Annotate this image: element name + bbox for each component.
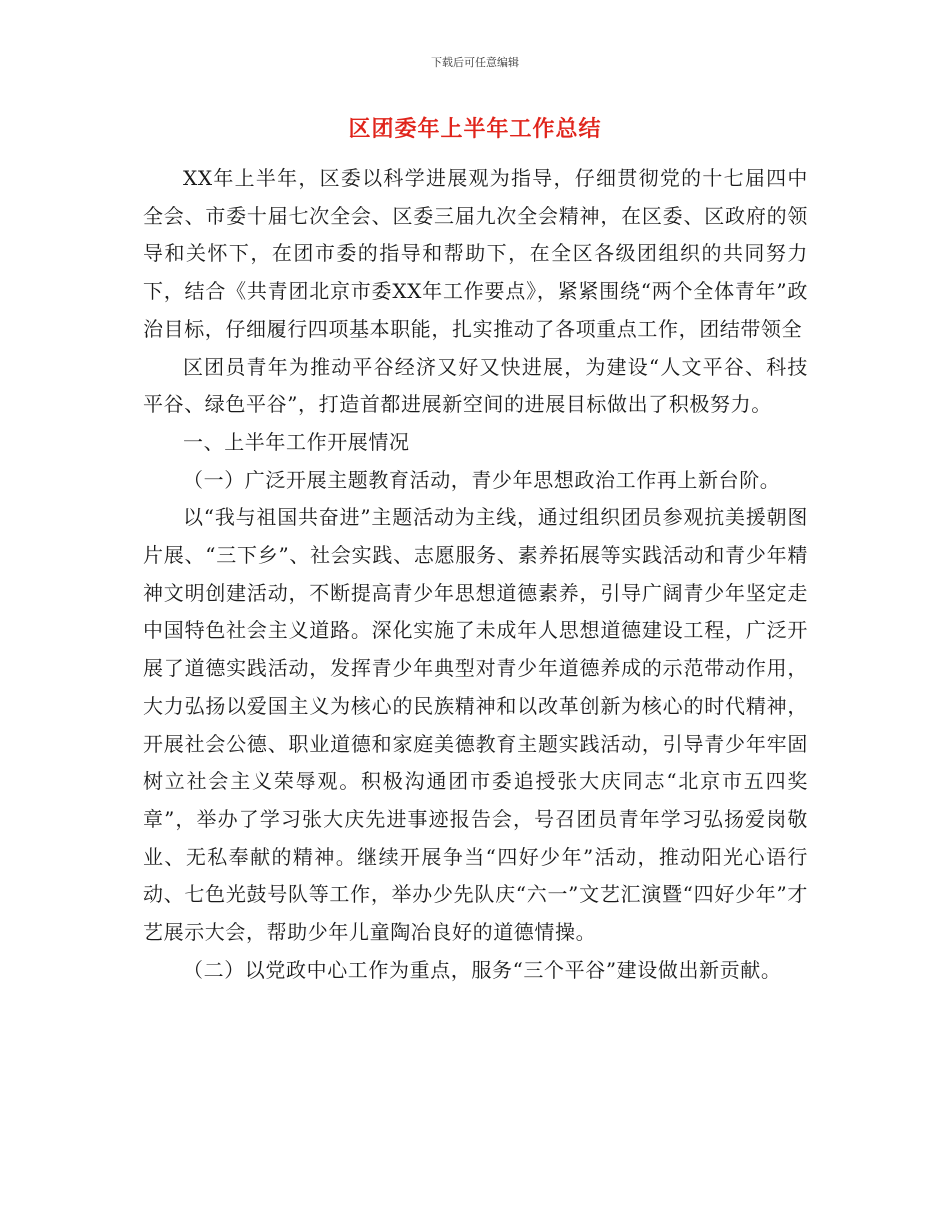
page-header-note: 下载后可任意编辑 bbox=[431, 56, 519, 69]
subsection-heading-1: （一）广泛开展主题教育活动，青少年思想政治工作再上新台阶。 bbox=[183, 467, 781, 492]
subsection-heading-2: （二）以党政中心工作为重点，服务“三个平谷”建设做出新贡献。 bbox=[183, 957, 782, 982]
paragraph-theme-education: 以“我与祖国共奋进”主题活动为主线，通过组织团员参观抗美援朝图片展、“三下乡”、社会实践、志愿服务、素养拓展等实践活动和青少年精神文明创建活动，不断提高青少年思想道德素养，引导广阔青少年坚定走中国特色社会主义道路。深化实施了未成年人思想道德建设工程，广泛开展了道德实践活动，发挥青少年典型对青少年道德养成的示范带动作用，大力弘扬以爱国主义为核心的民族精神和以改革创新为核心的时代精神，开展社会公德、职业道德和家庭美德教育主题实践活动，引导青少年牢固树立社会主义荣辱观。积极沟通团市委追授张大庆同志“北京市五四奖章”，举办了学习张大庆先进事迹报告会，号召团员青年学习弘扬爱岗敬业、无私奉献的精神。继续开展争当“四好少年”活动，推动阳光心语行动、七色光鼓号队等工作，举办少先队庆“六一”文艺汇演暨“四好少年”才艺展示大会，帮助少年儿童陶冶良好的道德情操。 bbox=[143, 505, 808, 945]
document-body bbox=[143, 160, 808, 989]
paragraph-goal: 区团员青年为推动平谷经济又好又快进展，为建设“人文平谷、科技平谷、绿色平谷”，打造首都进展新空间的进展目标做出了积极努力。 bbox=[143, 354, 808, 417]
section-heading-1: 一、上半年工作开展情况 bbox=[183, 429, 410, 454]
document-title: 区团委年上半年工作总结 bbox=[348, 117, 602, 142]
paragraph-intro: XX年上半年，区委以科学进展观为指导，仔细贯彻党的十七届四中全会、市委十届七次全会、区委三届九次全会精神，在区委、区政府的领导和关怀下，在团市委的指导和帮助下，在全区各级团组织的共同努力下，结合《共青团北京市委XX年工作要点》，紧紧围绕“两个全体青年”政治目标，仔细履行四项基本职能，扎实推动了各项重点工作，团结带领全 bbox=[143, 166, 808, 341]
